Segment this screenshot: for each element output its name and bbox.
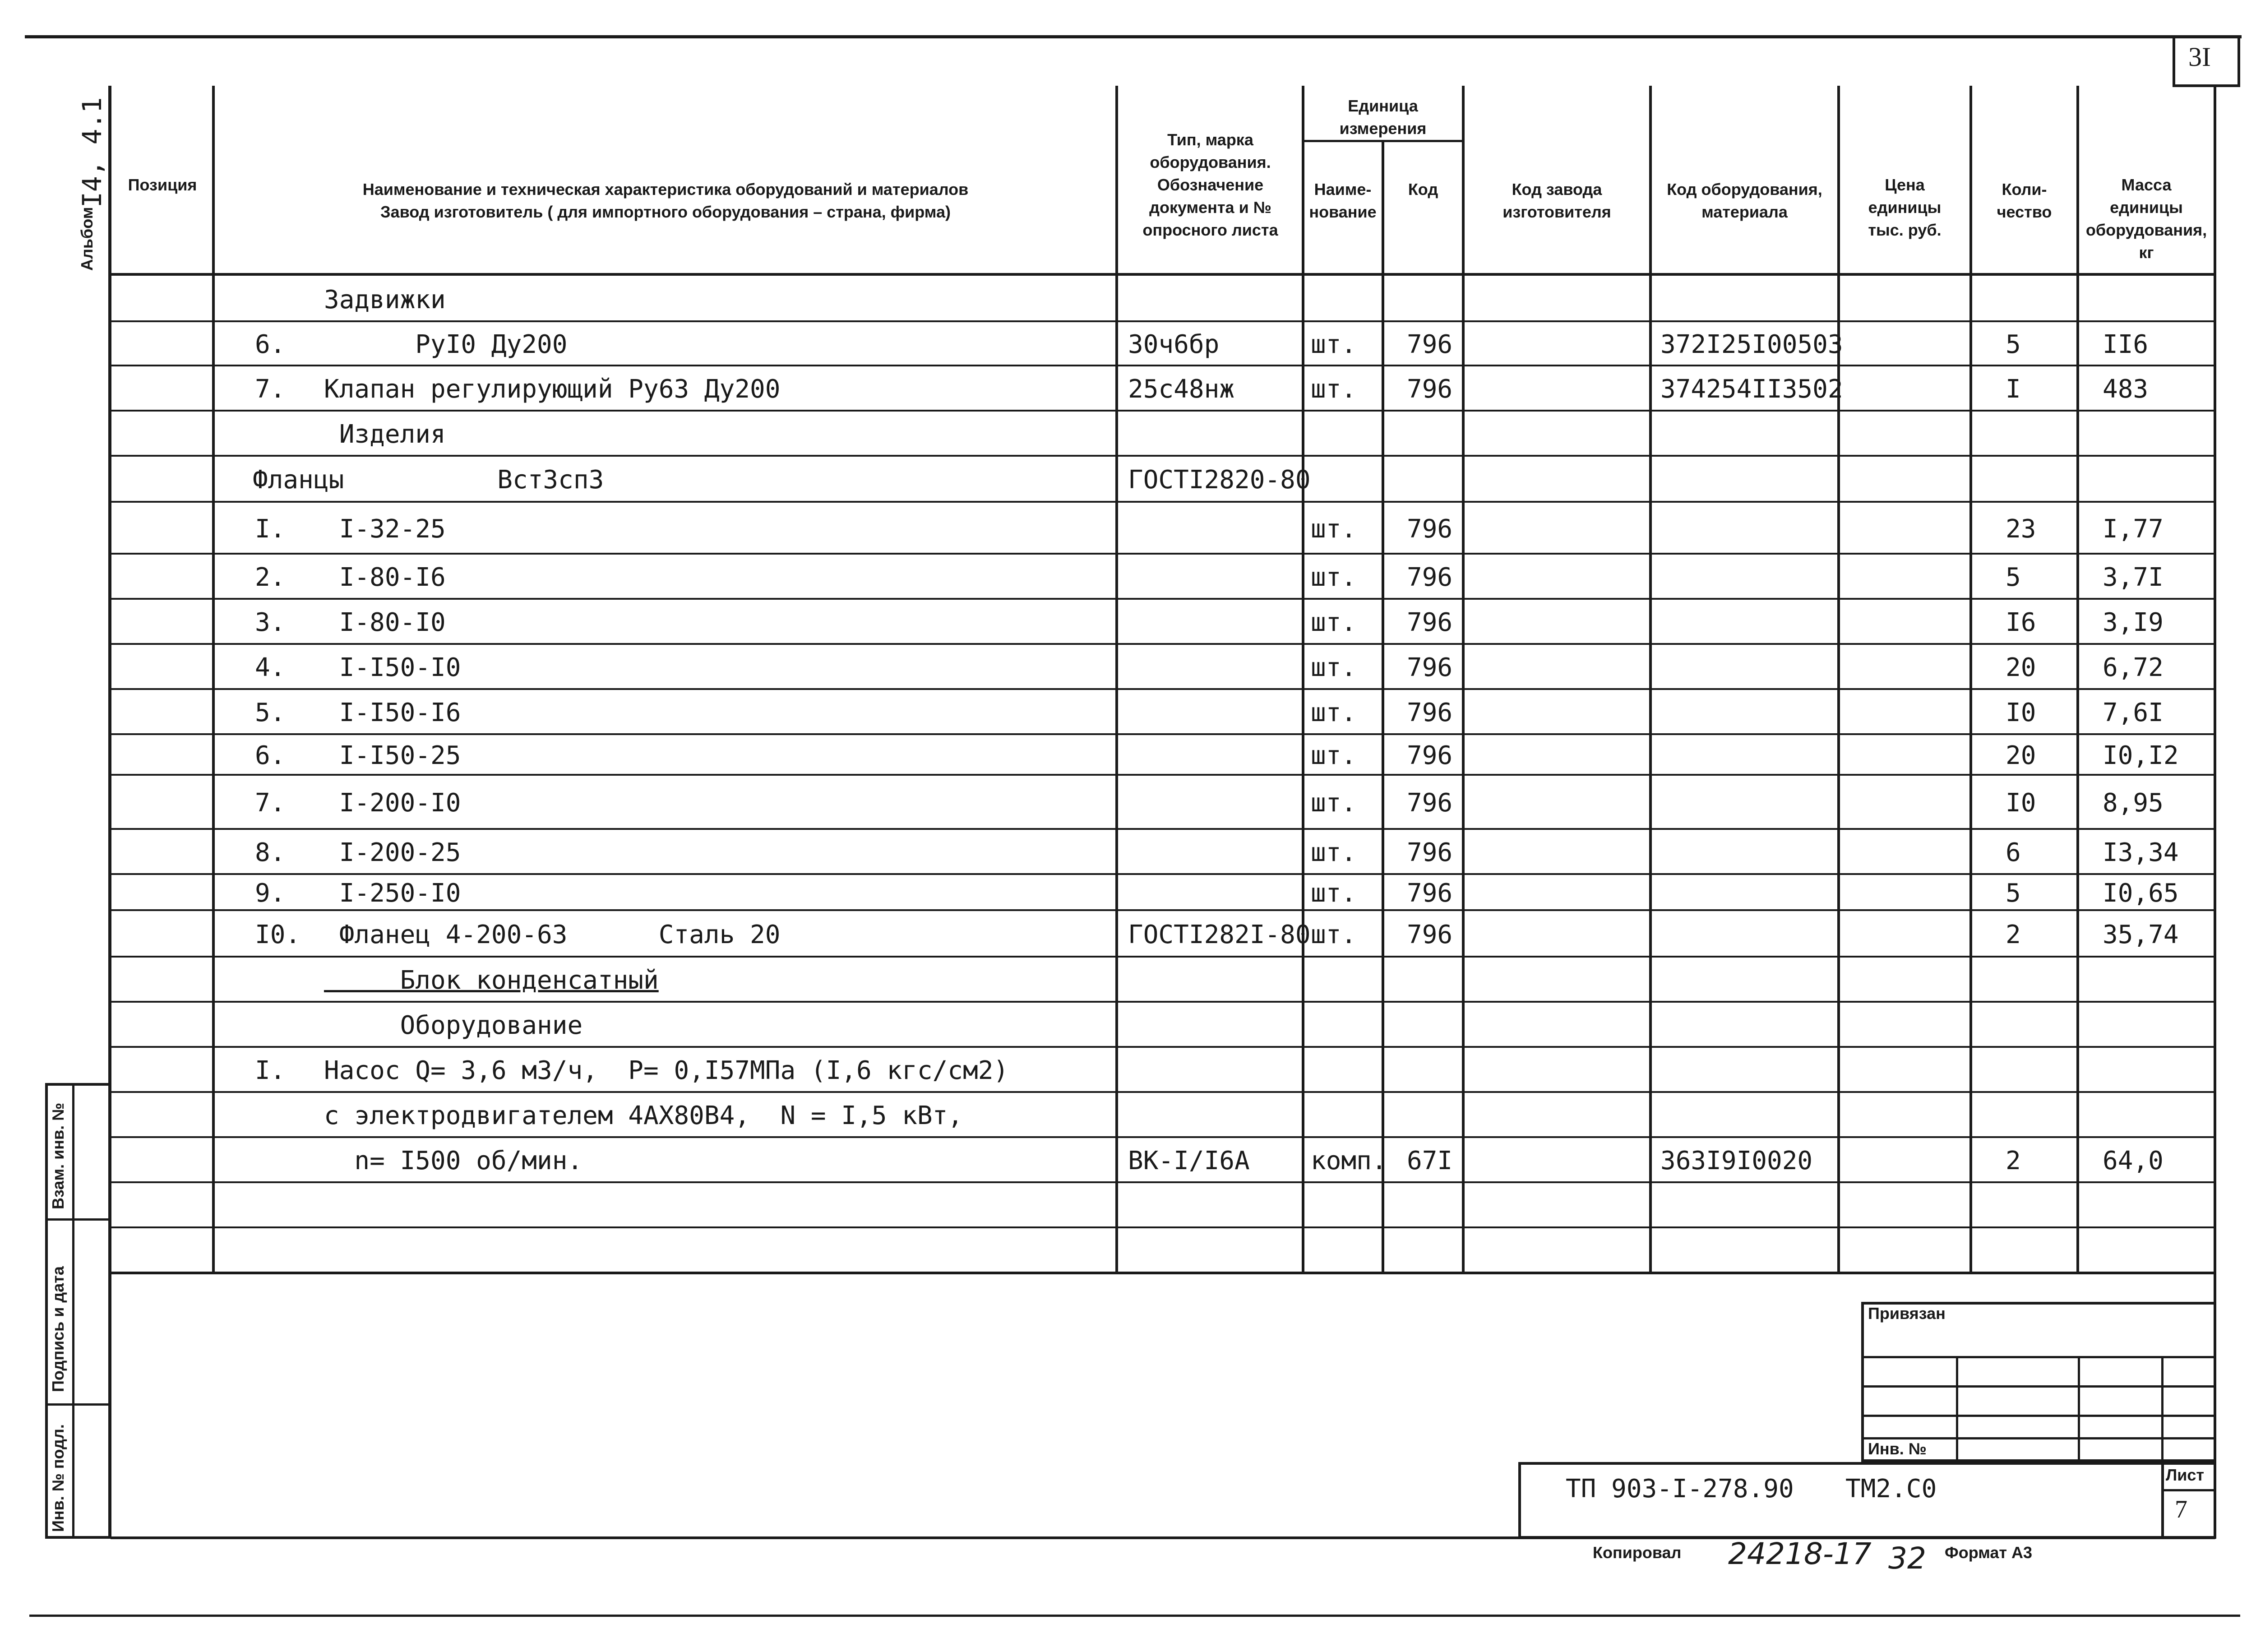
handwritten-number: 24218-17 (1728, 1536, 1872, 1571)
row-mass: 6,72 (2103, 653, 2164, 682)
row-name: Блок конденсатный (324, 966, 659, 995)
side-strip-divider-2 (45, 1403, 111, 1406)
row-code: 796 (1407, 698, 1453, 727)
page-number: 3I (2188, 42, 2211, 72)
header-plant-code: Код завода изготовителя (1502, 180, 1611, 221)
row-name: I-I50-I0 (324, 653, 461, 682)
row-unit: шт. (1311, 330, 1357, 359)
page-bottom-line (29, 1615, 2240, 1617)
row-mass: I3,34 (2103, 838, 2179, 867)
row-code: 796 (1407, 653, 1453, 682)
row-unit: шт. (1311, 788, 1357, 818)
document-code: ТП 903-I-278.90 (1566, 1474, 1794, 1504)
row-qty: I0 (2006, 788, 2036, 818)
title-sheet-row-line (2161, 1489, 2215, 1491)
row-code: 796 (1407, 514, 1453, 544)
row-unit: шт. (1311, 920, 1357, 949)
row-code: 796 (1407, 608, 1453, 637)
row-code: 796 (1407, 788, 1453, 818)
linked-col-line-1 (1956, 1356, 1958, 1462)
row-num: 5. (255, 698, 286, 727)
row-mass: 483 (2103, 375, 2149, 404)
row-name: Оборудование (324, 1011, 583, 1040)
row-qty: 23 (2006, 514, 2036, 544)
format-label: Формат А3 (1945, 1543, 2033, 1562)
table-row (0, 909, 2214, 956)
row-mass: 3,7I (2103, 563, 2164, 592)
row-name: Изделия (324, 420, 446, 449)
row-qty: 20 (2006, 653, 2036, 682)
table-row (0, 1001, 2214, 1046)
header-type: Тип, марка оборудования. Обозначение документа и № опросного листа (1142, 130, 1278, 239)
linked-col-line-2 (2078, 1356, 2080, 1462)
row-num: I. (255, 1056, 286, 1085)
table-row (0, 553, 2214, 598)
row-name: Фланец 4-200-63 Сталь 20 (324, 920, 781, 949)
row-name: I-80-I0 (324, 608, 446, 637)
table-row (0, 410, 2214, 455)
header-equip-code: Код оборудования, материала (1667, 180, 1822, 221)
row-qty: 2 (2006, 920, 2021, 949)
row-name: Задвижки (324, 285, 446, 315)
row-num: 2. (255, 563, 286, 592)
table-row (0, 598, 2214, 643)
side-label-signature-date: Подпись и дата (49, 1266, 67, 1392)
table-row (0, 1046, 2214, 1091)
row-type: ВК-I/I6А (1128, 1146, 1250, 1175)
row-num: 8. (255, 838, 286, 867)
side-label-inv-original: Инв. № подл. (49, 1424, 67, 1532)
row-name: I-200-I0 (324, 788, 461, 818)
table-row (0, 774, 2214, 828)
row-code: 67I (1407, 1146, 1453, 1175)
row-name: I-I50-I6 (324, 698, 461, 727)
table-bottom-line (111, 1272, 2215, 1274)
album-number: I4, 4.1 (77, 97, 107, 208)
table-row (0, 688, 2214, 733)
header-qty: Коли- чество (1997, 180, 2052, 221)
row-unit: шт. (1311, 563, 1357, 592)
row-type: 30ч6бр (1128, 330, 1220, 359)
header-price: Цена единицы тыс. руб. (1868, 176, 1942, 239)
row-unit: шт. (1311, 375, 1357, 404)
table-row (0, 1091, 2214, 1136)
row-code: 796 (1407, 879, 1453, 908)
row-code: 796 (1407, 563, 1453, 592)
row-type: ГОСТI282I-80 (1128, 920, 1311, 949)
linked-col-line-3 (2161, 1356, 2164, 1462)
table-row (0, 733, 2214, 774)
frame-top-line (25, 35, 2242, 38)
row-mass: 3,I9 (2103, 608, 2164, 637)
header-unit-group: Единица измерения (1339, 97, 1427, 138)
row-name: I-200-25 (324, 838, 461, 867)
row-unit: шт. (1311, 698, 1357, 727)
table-row (0, 455, 2214, 501)
table-row (0, 1181, 2214, 1226)
row-code: 796 (1407, 741, 1453, 770)
row-equip: 363I9I0020 (1660, 1146, 1813, 1175)
row-name: I-32-25 (324, 514, 446, 544)
header-unit-code: Код (1408, 180, 1438, 199)
table-row (0, 956, 2214, 1001)
side-label-replace-inv: Взам. инв. № (49, 1102, 67, 1209)
row-equip: 374254II3502 (1660, 375, 1843, 404)
sheet-number: 7 (2175, 1495, 2187, 1523)
row-name: I-I50-25 (324, 741, 461, 770)
row-mass: I0,65 (2103, 879, 2179, 908)
header-name: Наименование и техническая характеристика оборудований и материалов Завод изготовитель ( для импортного оборудования – страна, фирма) (362, 180, 969, 221)
row-num: I0. (255, 920, 301, 949)
row-num: Фланцы (253, 465, 344, 495)
row-mass: I,77 (2103, 514, 2164, 544)
row-mass: 7,6I (2103, 698, 2164, 727)
linked-label: Привязан (1868, 1304, 1946, 1323)
row-name: ВстЗсп3 (406, 465, 604, 495)
inv-no-label: Инв. № (1868, 1439, 1927, 1458)
row-unit: шт. (1311, 838, 1357, 867)
row-code: 796 (1407, 920, 1453, 949)
row-name: I-80-I6 (324, 563, 446, 592)
row-mass: 35,74 (2103, 920, 2179, 949)
row-type: ГОСТI2820-80 (1128, 465, 1311, 495)
row-name: Насос Q= 3,6 м3/ч, Р= 0,I57МПа (I,6 кгс/см2) (324, 1056, 1009, 1085)
row-unit: шт. (1311, 879, 1357, 908)
table-row (0, 643, 2214, 688)
row-name: РуI0 Ду200 (324, 330, 568, 359)
row-num: 7. (255, 375, 286, 404)
row-num: 6. (255, 741, 286, 770)
row-num: 6. (255, 330, 286, 359)
row-unit: комп. (1311, 1146, 1387, 1175)
row-qty: 5 (2006, 879, 2021, 908)
table-row (0, 828, 2214, 873)
header-mass: Масса единицы оборудования, кг (2085, 176, 2207, 262)
row-mass: 8,95 (2103, 788, 2164, 818)
row-unit: шт. (1311, 608, 1357, 637)
row-qty: I6 (2006, 608, 2036, 637)
header-position: Позиция (128, 176, 197, 194)
row-type: 25с48нж (1128, 375, 1235, 404)
row-name: I-250-I0 (324, 879, 461, 908)
table-row (0, 873, 2214, 909)
row-qty: 6 (2006, 838, 2021, 867)
row-name: с электродвигателем 4АХ80В4, N = I,5 кВт, (324, 1101, 963, 1130)
row-qty: I (2006, 375, 2021, 404)
row-qty: 2 (2006, 1146, 2021, 1175)
row-unit: шт. (1311, 653, 1357, 682)
row-name: n= I500 об/мин. (324, 1146, 583, 1175)
row-num: 7. (255, 788, 286, 818)
row-unit: шт. (1311, 514, 1357, 544)
row-qty: 5 (2006, 330, 2021, 359)
row-name: Клапан регулирующий Ру63 Ду200 (324, 375, 781, 404)
row-num: I. (255, 514, 286, 544)
table-row (0, 1226, 2214, 1272)
title-sheet-col-line (2161, 1462, 2164, 1539)
row-equip: 372I25I00503 (1660, 330, 1843, 359)
table-row (0, 365, 2214, 410)
row-num: 9. (255, 879, 286, 908)
row-mass: I0,I2 (2103, 741, 2179, 770)
row-code: 796 (1407, 375, 1453, 404)
row-num: 4. (255, 653, 286, 682)
row-code: 796 (1407, 838, 1453, 867)
table-row (0, 275, 2214, 320)
handwritten-page: 32 (1888, 1541, 1926, 1576)
table-row (0, 1136, 2214, 1181)
row-unit: шт. (1311, 741, 1357, 770)
copied-label: Копировал (1593, 1543, 1682, 1562)
sheet-label: Лист (2166, 1466, 2205, 1484)
sheet-code: ТМ2.С0 (1845, 1474, 1937, 1504)
album-label: Альбом (78, 207, 96, 271)
row-qty: I0 (2006, 698, 2036, 727)
row-mass: 64,0 (2103, 1146, 2164, 1175)
row-qty: 5 (2006, 563, 2021, 592)
row-code: 796 (1407, 330, 1453, 359)
header-unit-name: Наиме- нование (1309, 180, 1377, 221)
row-num: 3. (255, 608, 286, 637)
table-row (0, 320, 2214, 365)
row-qty: 20 (2006, 741, 2036, 770)
row-mass: II6 (2103, 330, 2149, 359)
table-row (0, 501, 2214, 553)
